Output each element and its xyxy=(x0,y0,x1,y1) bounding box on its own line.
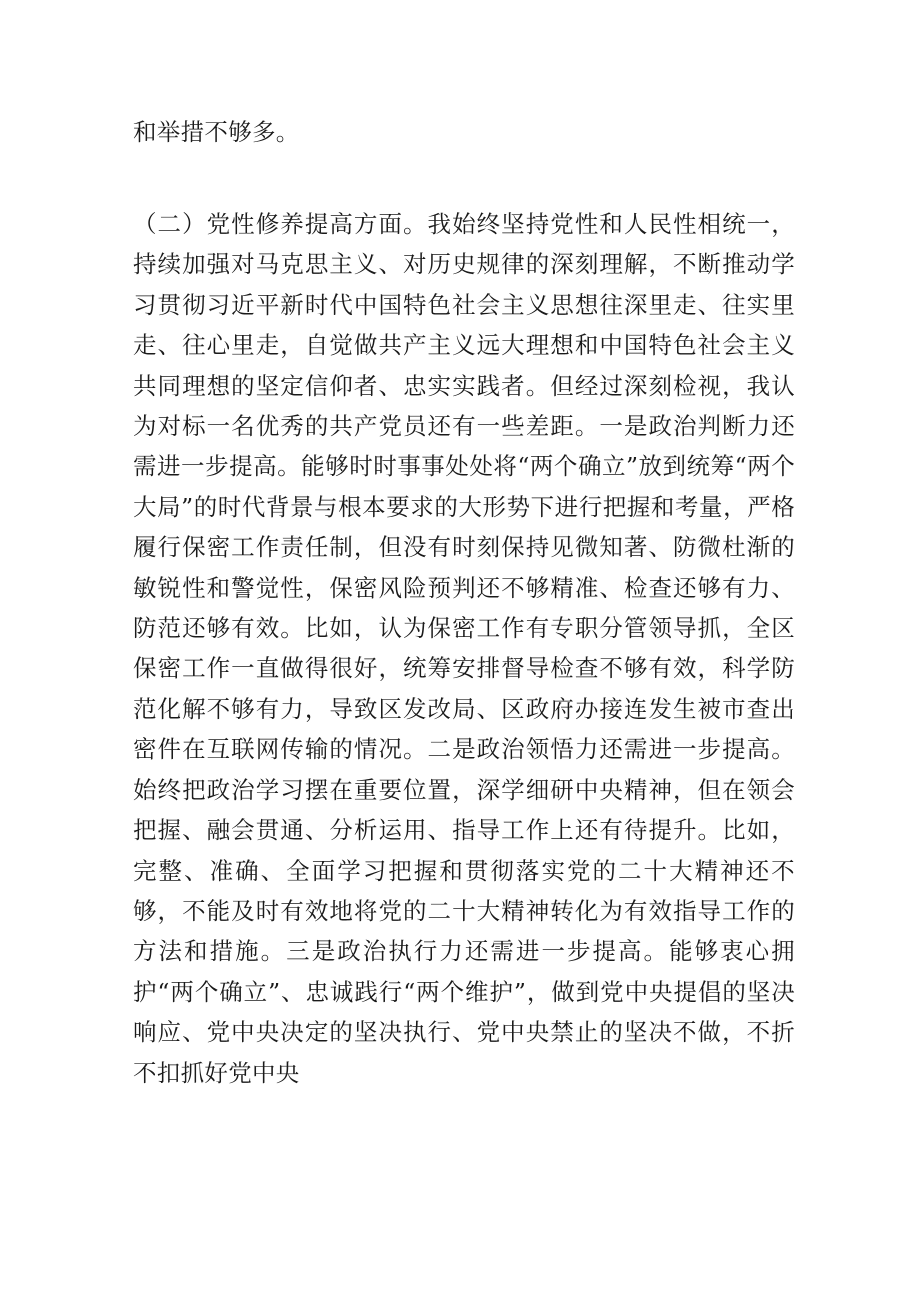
continuation-text xyxy=(133,112,795,152)
paragraph-text: （二）党性修养提高方面。我始终坚持党性和人民性相统一，持续加强对马克思主义、对历史规律的深刻理解，不断推动学习贯彻习近平新时代中国特色社会主义思想往深里走、往实里走、往心里走，自觉做共产主义远大理想和中国特色社会主义共同理想的坚定信仰者、忠实实践者。但经过深刻检视，我认为对标一名优秀的共产党员还有一些差距。一是政治判断力还需进一步提高。能够时时事事处处将“两个确立”放到统筹“两个大局”的时代背景与根本要求的大形势下进行把握和考量，严格履行保密工作责任制，但没有时刻保持见微知著、防微杜渐的敏锐性和警觉性，保密风险预判还不够精准、检查还够有力、防范还够有效。比如，认为保密工作有专职分管领导抓，全区保密工作一直做得很好，统筹安排督导检查不够有效，科学防范化解不够有力，导致区发改局、区政府办接连发生被市查出密件在互联网传输的情况。二是政治领悟力还需进一步提高。始终把政治学习摆在重要位置，深学细研中央精神，但在领会把握、融会贯通、分析运用、指导工作上还有待提升。比如，完整、准确、全面学习把握和贯彻落实党的二十大精神还不够，不能及时有效地将党的二十大精神转化为有效指导工作的方法和措施。三是政治执行力还需进一步提高。能够衷心拥护“两个确立”、忠诚践行“两个维护”，做到党中央提倡的坚决响应、党中央决定的坚决执行、党中央禁止的坚决不做，不折不扣抓好党中央 xyxy=(133,210,795,1087)
body-paragraph xyxy=(133,204,795,1093)
continuation-line: 和举措不够多。 xyxy=(133,118,300,146)
